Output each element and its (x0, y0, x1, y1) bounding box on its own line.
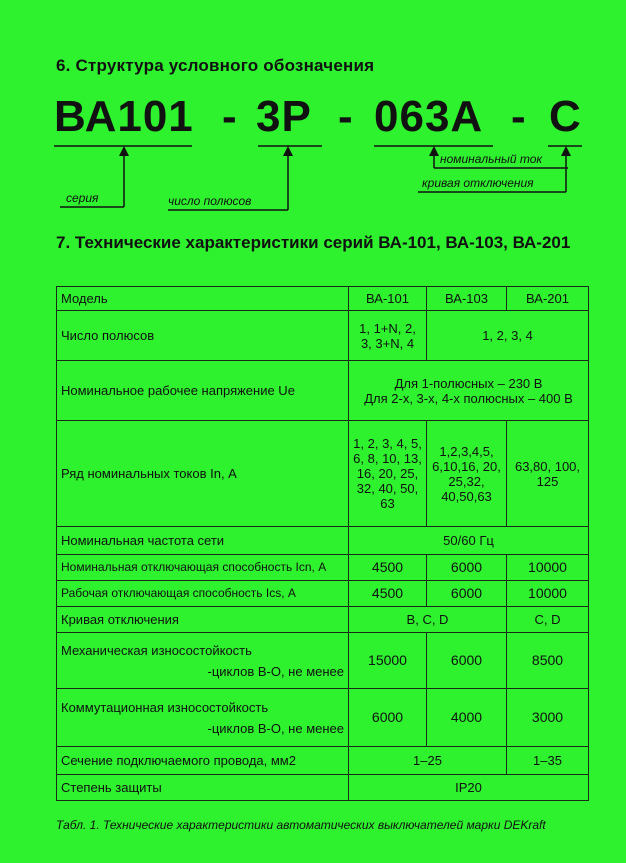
comm-label: Коммутационная износостойкость (61, 699, 269, 715)
cell-ics-va101: 4500 (349, 581, 427, 607)
cell-comm-va101: 6000 (349, 689, 427, 747)
voltage-line-1: Для 1-полюсных – 230 В (394, 375, 543, 391)
cell-wire-va201: 1–35 (507, 747, 589, 775)
mech-sub: -циклов В-О, не менее (207, 663, 344, 679)
table-row (57, 311, 589, 361)
table-row (57, 581, 589, 607)
row-label-icn: Номинальная отключающая способность Icn, А (57, 555, 349, 581)
cell-comm-va201: 3000 (507, 689, 589, 747)
cell-protection: IP20 (349, 775, 589, 801)
label-curve: кривая отключения (422, 176, 534, 190)
label-current: номинальный ток (440, 152, 543, 166)
cell-curve-va101-103: B, C, D (349, 607, 507, 633)
cell-currents-va201: 63,80, 100, 125 (507, 421, 589, 527)
header-va201: ВА-201 (507, 287, 589, 311)
code-curve: С (549, 92, 582, 141)
cell-poles-va101: 1, 1+N, 2, 3, 3+N, 4 (349, 311, 427, 361)
row-label-voltage: Номинальное рабочее напряжение Ue (57, 361, 349, 421)
cell-icn-va101: 4500 (349, 555, 427, 581)
code-dash: - (511, 92, 527, 141)
table-row (57, 689, 589, 747)
cell-currents-va103: 1,2,3,4,5, 6,10,16, 20, 25,32, 40,50,63 (427, 421, 507, 527)
cell-icn-va103: 6000 (427, 555, 507, 581)
row-label-currents: Ряд номинальных токов In, А (57, 421, 349, 527)
table-row (57, 287, 589, 311)
cell-wire-va101-103: 1–25 (349, 747, 507, 775)
cell-frequency: 50/60 Гц (349, 527, 589, 555)
cell-icn-va201: 10000 (507, 555, 589, 581)
spec-table (56, 286, 589, 801)
header-model: Модель (57, 287, 349, 311)
table-row (57, 527, 589, 555)
cell-curve-va201: C, D (507, 607, 589, 633)
cell-ics-va103: 6000 (427, 581, 507, 607)
label-series: серия (66, 191, 99, 205)
cell-mech-va101: 15000 (349, 633, 427, 689)
row-label-ics: Рабочая отключающая способность Ics, А (57, 581, 349, 607)
section-6-title: 6. Структура условного обозначения (56, 56, 375, 75)
cell-ics-va201: 10000 (507, 581, 589, 607)
row-label-frequency: Номинальная частота сети (57, 527, 349, 555)
cell-mech-va201: 8500 (507, 633, 589, 689)
cell-currents-va101: 1, 2, 3, 4, 5, 6, 8, 10, 13, 16, 20, 25, 32, 40, 50, 63 (349, 421, 427, 527)
row-label-comm (57, 689, 349, 747)
header-va103: ВА-103 (427, 287, 507, 311)
code-dash: - (338, 92, 354, 141)
table-row (57, 421, 589, 527)
comm-sub: -циклов В-О, не менее (207, 720, 344, 736)
label-poles: число полюсов (168, 194, 252, 208)
table-row (57, 775, 589, 801)
table-row (57, 607, 589, 633)
code-model: ВА101 (54, 92, 194, 141)
mech-label: Механическая износостойкость (61, 642, 252, 658)
row-label-mech (57, 633, 349, 689)
table-row (57, 555, 589, 581)
table-row (57, 633, 589, 689)
cell-voltage (349, 361, 589, 421)
row-label-protection: Степень защиты (57, 775, 349, 801)
voltage-line-2: Для 2-х, 3-х, 4-х полюсных – 400 В (364, 390, 573, 406)
code-current: 063А (374, 92, 484, 141)
table-caption: Табл. 1. Технические характеристики автоматических выключателей марки DEKraft (56, 818, 546, 832)
table-row (57, 361, 589, 421)
cell-comm-va103: 4000 (427, 689, 507, 747)
code-dash: - (222, 92, 238, 141)
row-label-poles: Число полюсов (57, 311, 349, 361)
cell-mech-va103: 6000 (427, 633, 507, 689)
row-label-curve: Кривая отключения (57, 607, 349, 633)
header-va101: ВА-101 (349, 287, 427, 311)
code-poles: 3Р (256, 92, 312, 141)
row-label-wire: Сечение подключаемого провода, мм2 (57, 747, 349, 775)
cell-poles-va103-201: 1, 2, 3, 4 (427, 311, 589, 361)
section-7-title: 7. Технические характеристики серий ВА-101, ВА-103, ВА-201 (56, 233, 571, 252)
table-row (57, 747, 589, 775)
